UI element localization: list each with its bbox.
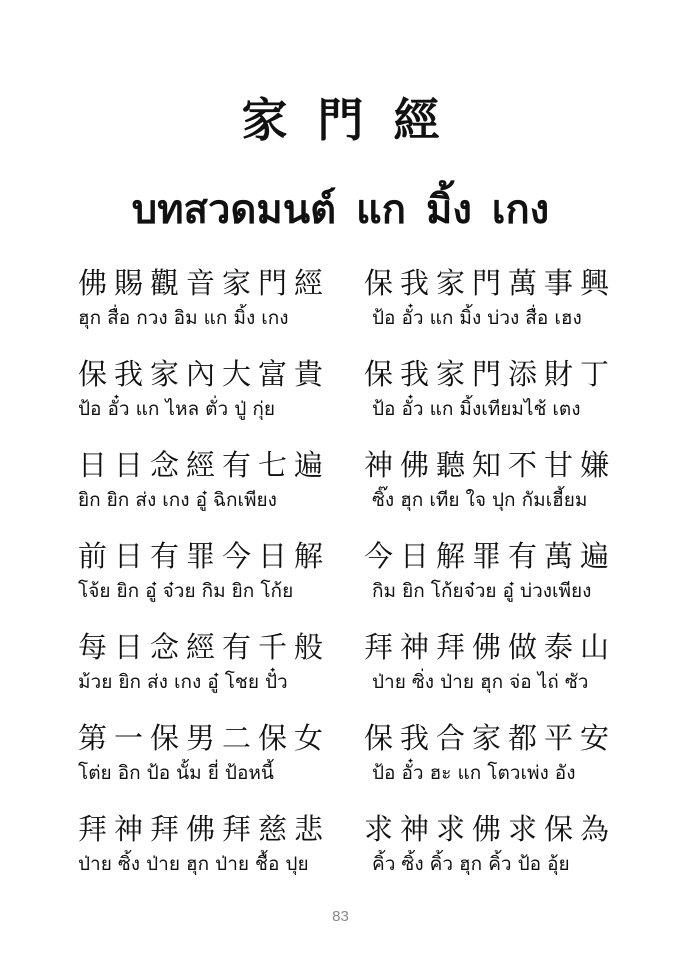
verse-right-1 [364, 266, 634, 332]
verse-chinese-line: 保我合家都平安 [364, 721, 617, 755]
verse-thai-transliteration: ยิก ยิก ส่ง เกง อู๋ ฉิกเพียง [78, 489, 277, 511]
verse-right-4 [364, 539, 634, 605]
verse-left-7 [78, 812, 348, 878]
verse-thai-transliteration: โจ้ย ยิก อู๋ จ๋วย กิม ยิก โก้ย [78, 580, 294, 602]
verse-chinese-line: 保我家門萬事興 [364, 266, 617, 300]
verse-left-3 [78, 448, 348, 514]
verse-chinese-line: 第一保男二保女 [78, 721, 331, 755]
verse-thai-transliteration: โต่ย อิก ป้อ นั้ม ยี่ ป้อหนี้ [78, 762, 274, 784]
verse-thai-transliteration: ป่าย ซิ้ง ป่าย ฮุก ป่าย ชื้อ ปุย [78, 853, 309, 875]
verse-thai-transliteration: คิ้ว ซิ้ง คิ้ว ฮุก คิ้ว ป้อ อุ้ย [372, 853, 570, 875]
verse-chinese-line: 求神求佛求保為 [364, 812, 617, 846]
verse-thai-transliteration: ม้วย ยิก ส่ง เกง อู๋ โชย ปั๋ว [78, 671, 288, 693]
verse-chinese-line: 拜神拜佛做泰山 [364, 630, 617, 664]
verse-right-3 [364, 448, 634, 514]
verse-thai-transliteration: ป้อ อั๋ว แก มิ้งเทียมไช้ เตง [372, 398, 581, 420]
verse-left-6 [78, 721, 348, 787]
verse-thai-transliteration: ป้อ อั๋ว ฮะ แก โตวเพ่ง อัง [372, 762, 576, 784]
verse-left-5 [78, 630, 348, 696]
verse-right-6 [364, 721, 634, 787]
verse-chinese-line: 前日有罪今日解 [78, 539, 331, 573]
verse-thai-transliteration: ป้อ อั๋ว แก มิ้ง บ่วง สื่อ เฮง [372, 307, 582, 329]
verse-chinese-line: 佛賜觀音家門經 [78, 266, 331, 300]
verse-right-5 [364, 630, 634, 696]
verse-chinese-line: 保我家內大富貴 [78, 357, 331, 391]
verse-thai-transliteration: ฮุก สื่อ กวง อิม แก มิ้ง เกง [78, 307, 289, 329]
verse-chinese-line: 保我家門添財丁 [364, 357, 617, 391]
page-title-thai: บทสวดมนต์ แก มิ้ง เกง [131, 187, 550, 233]
verse-right-7 [364, 812, 634, 878]
verse-right-2 [364, 357, 634, 423]
page-number: 83 [332, 908, 349, 925]
verse-left-1 [78, 266, 348, 332]
verse-thai-transliteration: ป้อ อั๋ว แก ไหล ตั่ว ปู่ กุ่ย [78, 398, 275, 420]
verse-left-4 [78, 539, 348, 605]
verse-chinese-line: 拜神拜佛拜慈悲 [78, 812, 331, 846]
verse-thai-transliteration: ป่าย ซิ่ง ป่าย ฮุก จ่อ ไถ่ ซัว [372, 671, 589, 693]
verse-chinese-line: 今日解罪有萬遍 [364, 539, 617, 573]
verse-thai-transliteration: ซิ๊ง ฮุก เทีย ใจ ปุก กัมเฮี้ยม [372, 489, 588, 511]
verse-chinese-line: 每日念經有千般 [78, 630, 331, 664]
verse-chinese-line: 日日念經有七遍 [78, 448, 331, 482]
verse-thai-transliteration: กิม ยิก โก้ยจ๋วย อู๋ บ่วงเพียง [372, 580, 592, 602]
verse-chinese-line: 神佛聽知不甘嫌 [364, 448, 617, 482]
verse-left-2 [78, 357, 348, 423]
page-title-chinese: 家門經 [241, 93, 470, 147]
